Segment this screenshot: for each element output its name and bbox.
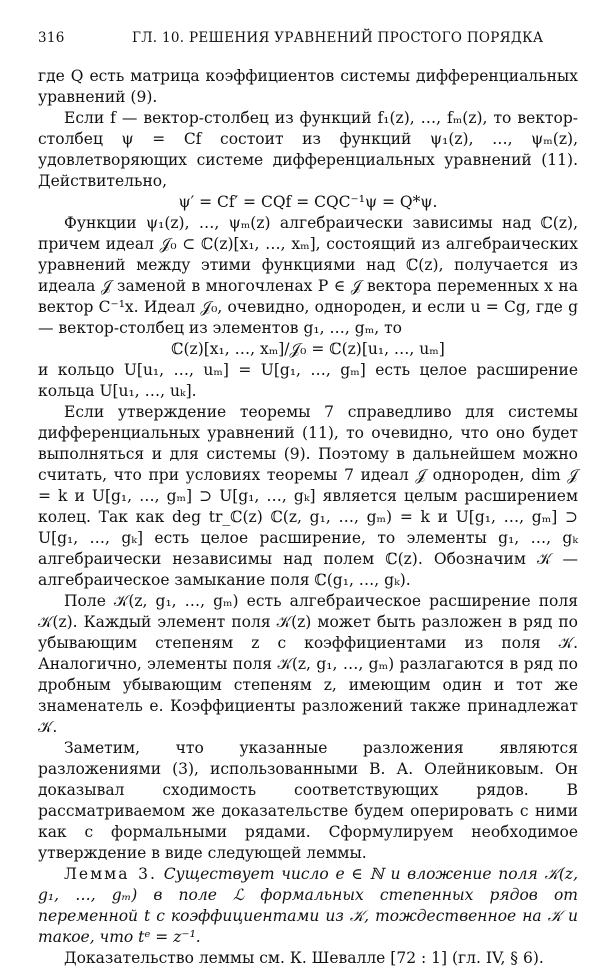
lemma-3 <box>38 864 578 948</box>
paragraph-6: Поле 𝒦(z, g₁, …, gₘ) есть алгебраическое расширение поля 𝒦(z). Каждый элемент поля 𝒦(z) может быть разложен в ряд по убывающим степеням z с коэффициентами из поля 𝒦. Аналогично, элементы поля 𝒦(z, g₁, …, gₘ) разлагаются в ряд по дробным убывающим степеням z, имеющим один и тот же знаменатель e. Коэффициенты разложений также принадлежат 𝒦. <box>38 592 578 736</box>
formula-quotient-ring: ℂ(z)[x₁, …, xₘ]/𝒥₀ = ℂ(z)[u₁, …, uₘ] <box>171 340 445 358</box>
paragraph-7: Заметим, что указанные разложения являются разложениями (3), использованными В. А. Олейниковым. Он доказывал сходимость соответствующих рядов. В рассматриваемом же доказательстве будем оперировать с ними как с формальными рядами. Сформулируем необходимое утверждение в виде следующей леммы. <box>38 739 578 862</box>
paragraph-3: Функции ψ₁(z), …, ψₘ(z) алгебраически зависимы над ℂ(z), причем идеал 𝒥₀ ⊂ ℂ(z)[x₁, …, xₘ], состоящий из алгебраических уравнений между этими функциями над ℂ(z), получается из идеала 𝒥 заменой в многочленах P ∈ 𝒥 вектора переменных x на вектор C⁻¹x. Идеал 𝒥₀, очевидно, однороден, и если u = Cg, где g — вектор-столбец из элементов g₁, …, gₘ, то <box>38 214 578 337</box>
lemma-label: Лемма 3. <box>64 865 157 883</box>
page-header <box>38 30 578 50</box>
formula-psi-derivative: ψ′ = Cf′ = CQf = CQC⁻¹ψ = Q*ψ. <box>178 193 438 211</box>
paragraph-8: Доказательство леммы см. К. Шевалле [72 : 1] (гл. IV, § 6). <box>64 949 544 967</box>
page-body <box>38 66 578 969</box>
page-number: 316 <box>38 30 65 46</box>
paragraph-1: где Q есть матрица коэффициентов системы дифференциальных уравнений (9). <box>38 67 578 106</box>
running-head: ГЛ. 10. РЕШЕНИЯ УРАВНЕНИЙ ПРОСТОГО ПОРЯДКА <box>132 30 544 46</box>
paragraph-5: Если утверждение теоремы 7 справедливо для системы дифференциальных уравнений (11), то очевидно, что оно будет выполняться и для системы (9). Поэтому в дальнейшем можно считать, что при условиях теоремы 7 идеал 𝒥 однороден, dim 𝒥 = k и U[g₁, …, gₘ] ⊃ U[g₁, …, gₖ] является целым расширением колец. Так как deg tr_ℂ(z) ℂ(z, g₁, …, gₘ) = k и U[g₁, …, gₘ] ⊃ U[g₁, …, gₖ] есть целое расширение, то элементы g₁, …, gₖ алгебраически независимы над полем ℂ(z). Обозначим 𝒦 — алгебраическое замыкание поля ℂ(g₁, …, gₖ). <box>38 403 578 589</box>
paragraph-4: и кольцо U[u₁, …, uₘ] = U[g₁, …, gₘ] есть целое расширение кольца U[u₁, …, uₖ]. <box>38 361 578 400</box>
paragraph-2: Если f — вектор-столбец из функций f₁(z), …, fₘ(z), то вектор-столбец ψ = Cf состоит из функций ψ₁(z), …, ψₘ(z), удовлетворяющих системе дифференциальных уравнений (11). Действительно, <box>38 109 578 190</box>
lemma-statement: Существует число e ∈ ℕ и вложение поля 𝒦(z, g₁, …, gₘ) в поле ℒ формальных степенных рядов от переменной t с коэффициентами из 𝒦, тождественное на 𝒦 и такое, что tᵉ = z⁻¹. <box>38 865 578 946</box>
